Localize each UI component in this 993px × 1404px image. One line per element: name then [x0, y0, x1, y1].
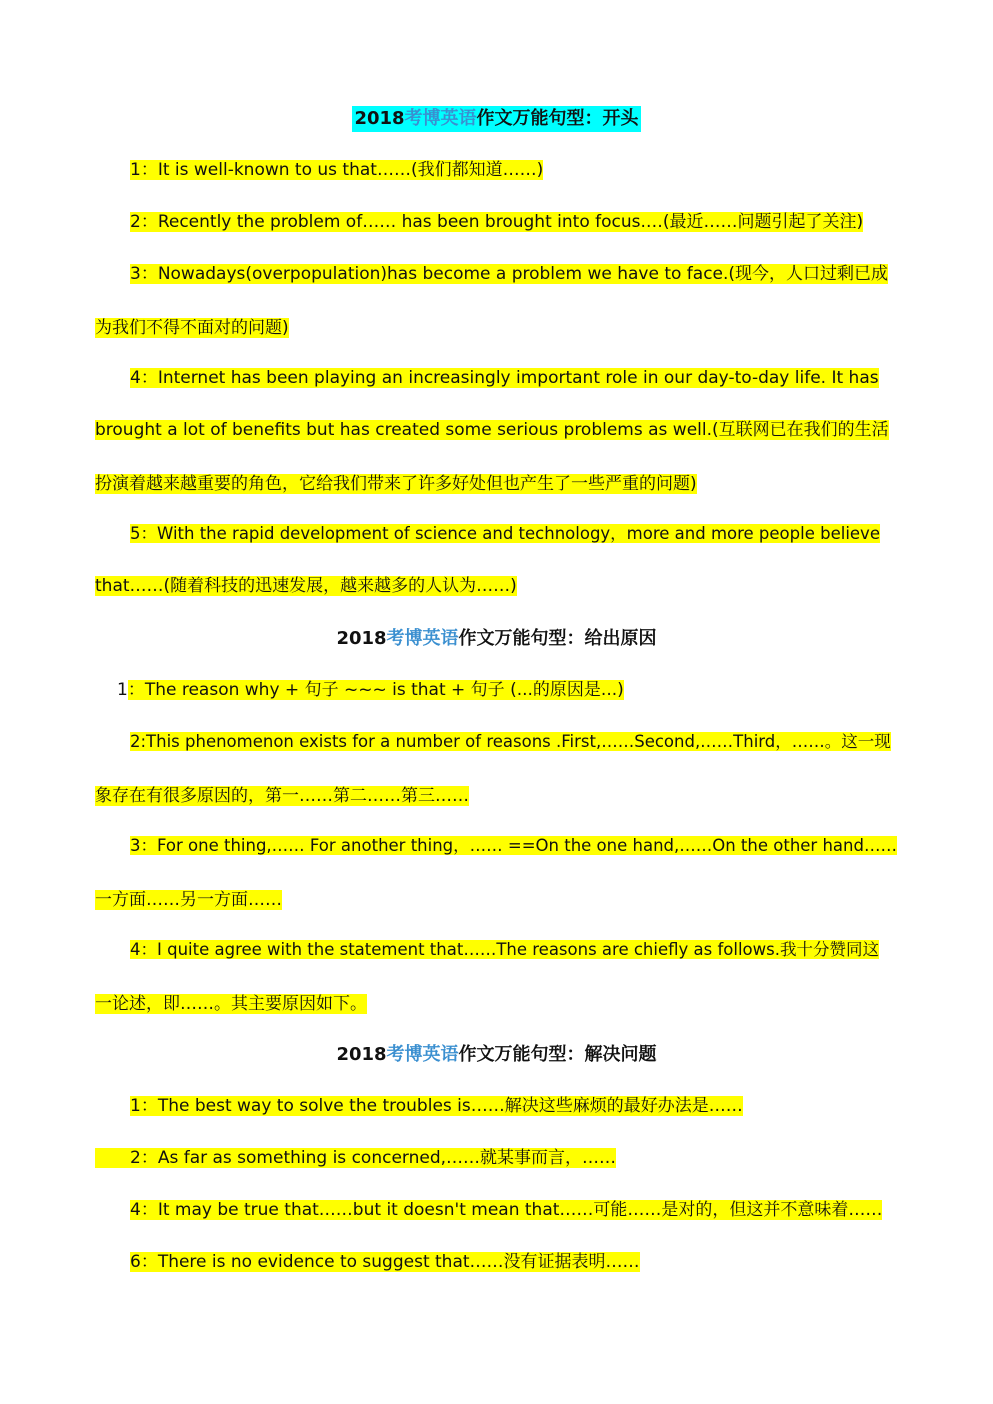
solution-sentence-1 [130, 1092, 743, 1120]
title-brand: 考博英语 [386, 628, 459, 649]
reason-sentence-4 [130, 936, 879, 964]
line-text: 1：The best way to solve the troubles is……解决这些麻烦的最好办法是…… [130, 1096, 743, 1116]
opening-sentence-4 [130, 364, 879, 392]
opening-sentence-3 [130, 260, 888, 288]
reason-sentence-2-cont [95, 782, 469, 810]
title-text: 作文万能句型：开头 [476, 108, 639, 129]
opening-sentence-4-cont-1 [95, 416, 889, 444]
line-text: 象存在有很多原因的，第一……第二……第三…… [95, 786, 469, 806]
line-text: 一论述，即……。其主要原因如下。 [95, 994, 367, 1014]
title-brand: 考博英语 [404, 108, 477, 129]
reason-sentence-4-cont [95, 990, 367, 1018]
title-year: 2018 [336, 628, 387, 649]
opening-sentence-5 [130, 520, 880, 548]
title-wrap [334, 626, 658, 652]
solution-sentence-2 [95, 1144, 616, 1172]
reason-sentence-2 [130, 728, 891, 756]
solution-sentence-6 [130, 1248, 640, 1276]
line-text: 4：I quite agree with the statement that……The reasons are chiefly as follows.我十分赞同这 [130, 940, 879, 959]
section-title-solutions [0, 1042, 993, 1068]
line-text: 4：It may be true that……but it doesn't mean that……可能……是对的，但这并不意味着…… [130, 1200, 883, 1220]
reason-sentence-3-cont [95, 886, 282, 914]
title-year: 2018 [354, 108, 405, 129]
line-text: brought a lot of benefits but has created some serious problems as well.(互联网已在我们的生活 [95, 420, 889, 440]
line-text: 扮演着越来越重要的角色，它给我们带来了许多好处但也产生了一些严重的问题) [95, 474, 697, 494]
line-text: 1：It is well-known to us that……(我们都知道……) [130, 160, 544, 180]
line-text: 一方面……另一方面…… [95, 890, 282, 910]
opening-sentence-4-cont-2 [95, 470, 697, 498]
line-text: 2：As far as something is concerned,……就某事而言，…… [95, 1148, 616, 1168]
section-title-opening [0, 106, 993, 132]
line-text: that……(随着科技的迅速发展，越来越多的人认为……) [95, 576, 517, 596]
line-text: 6：There is no evidence to suggest that……没有证据表明…… [130, 1252, 640, 1272]
section-title-reasons [0, 626, 993, 652]
line-text: 2：Recently the problem of…… has been brought into focus.…(最近……问题引起了关注) [130, 212, 864, 232]
title-year: 2018 [336, 1044, 387, 1065]
line-text: ：The reason why + 句子 ~~~ is that + 句子 (...的原因是...) [127, 680, 624, 700]
item-number: 1 [117, 680, 128, 700]
line-text: 4：Internet has been playing an increasingly important role in our day-to-day life. It has [130, 368, 879, 388]
title-brand: 考博英语 [386, 1044, 459, 1065]
reason-sentence-3 [130, 832, 897, 860]
opening-sentence-5-cont [95, 572, 517, 600]
title-text: 作文万能句型：解决问题 [458, 1044, 657, 1065]
solution-sentence-4 [130, 1196, 882, 1224]
line-text: 5：With the rapid development of science and technology，more and more people believe [130, 524, 880, 543]
line-text: 3：Nowadays(overpopulation)has become a problem we have to face.(现今，人口过剩已成 [130, 264, 889, 284]
opening-sentence-2 [130, 208, 863, 236]
opening-sentence-1 [130, 156, 543, 184]
reason-sentence-1 [117, 676, 624, 704]
opening-sentence-3-cont [95, 314, 289, 342]
title-text: 作文万能句型：给出原因 [458, 628, 657, 649]
title-highlight [352, 106, 640, 132]
line-text: 为我们不得不面对的问题) [95, 318, 289, 338]
line-text: 2:This phenomenon exists for a number of reasons .First,……Second,……Third，……。这一现 [130, 732, 891, 751]
title-wrap [334, 1042, 658, 1068]
line-text: 3：For one thing,…… For another thing，…… ==On the one hand,……On the other hand…… [130, 836, 897, 855]
